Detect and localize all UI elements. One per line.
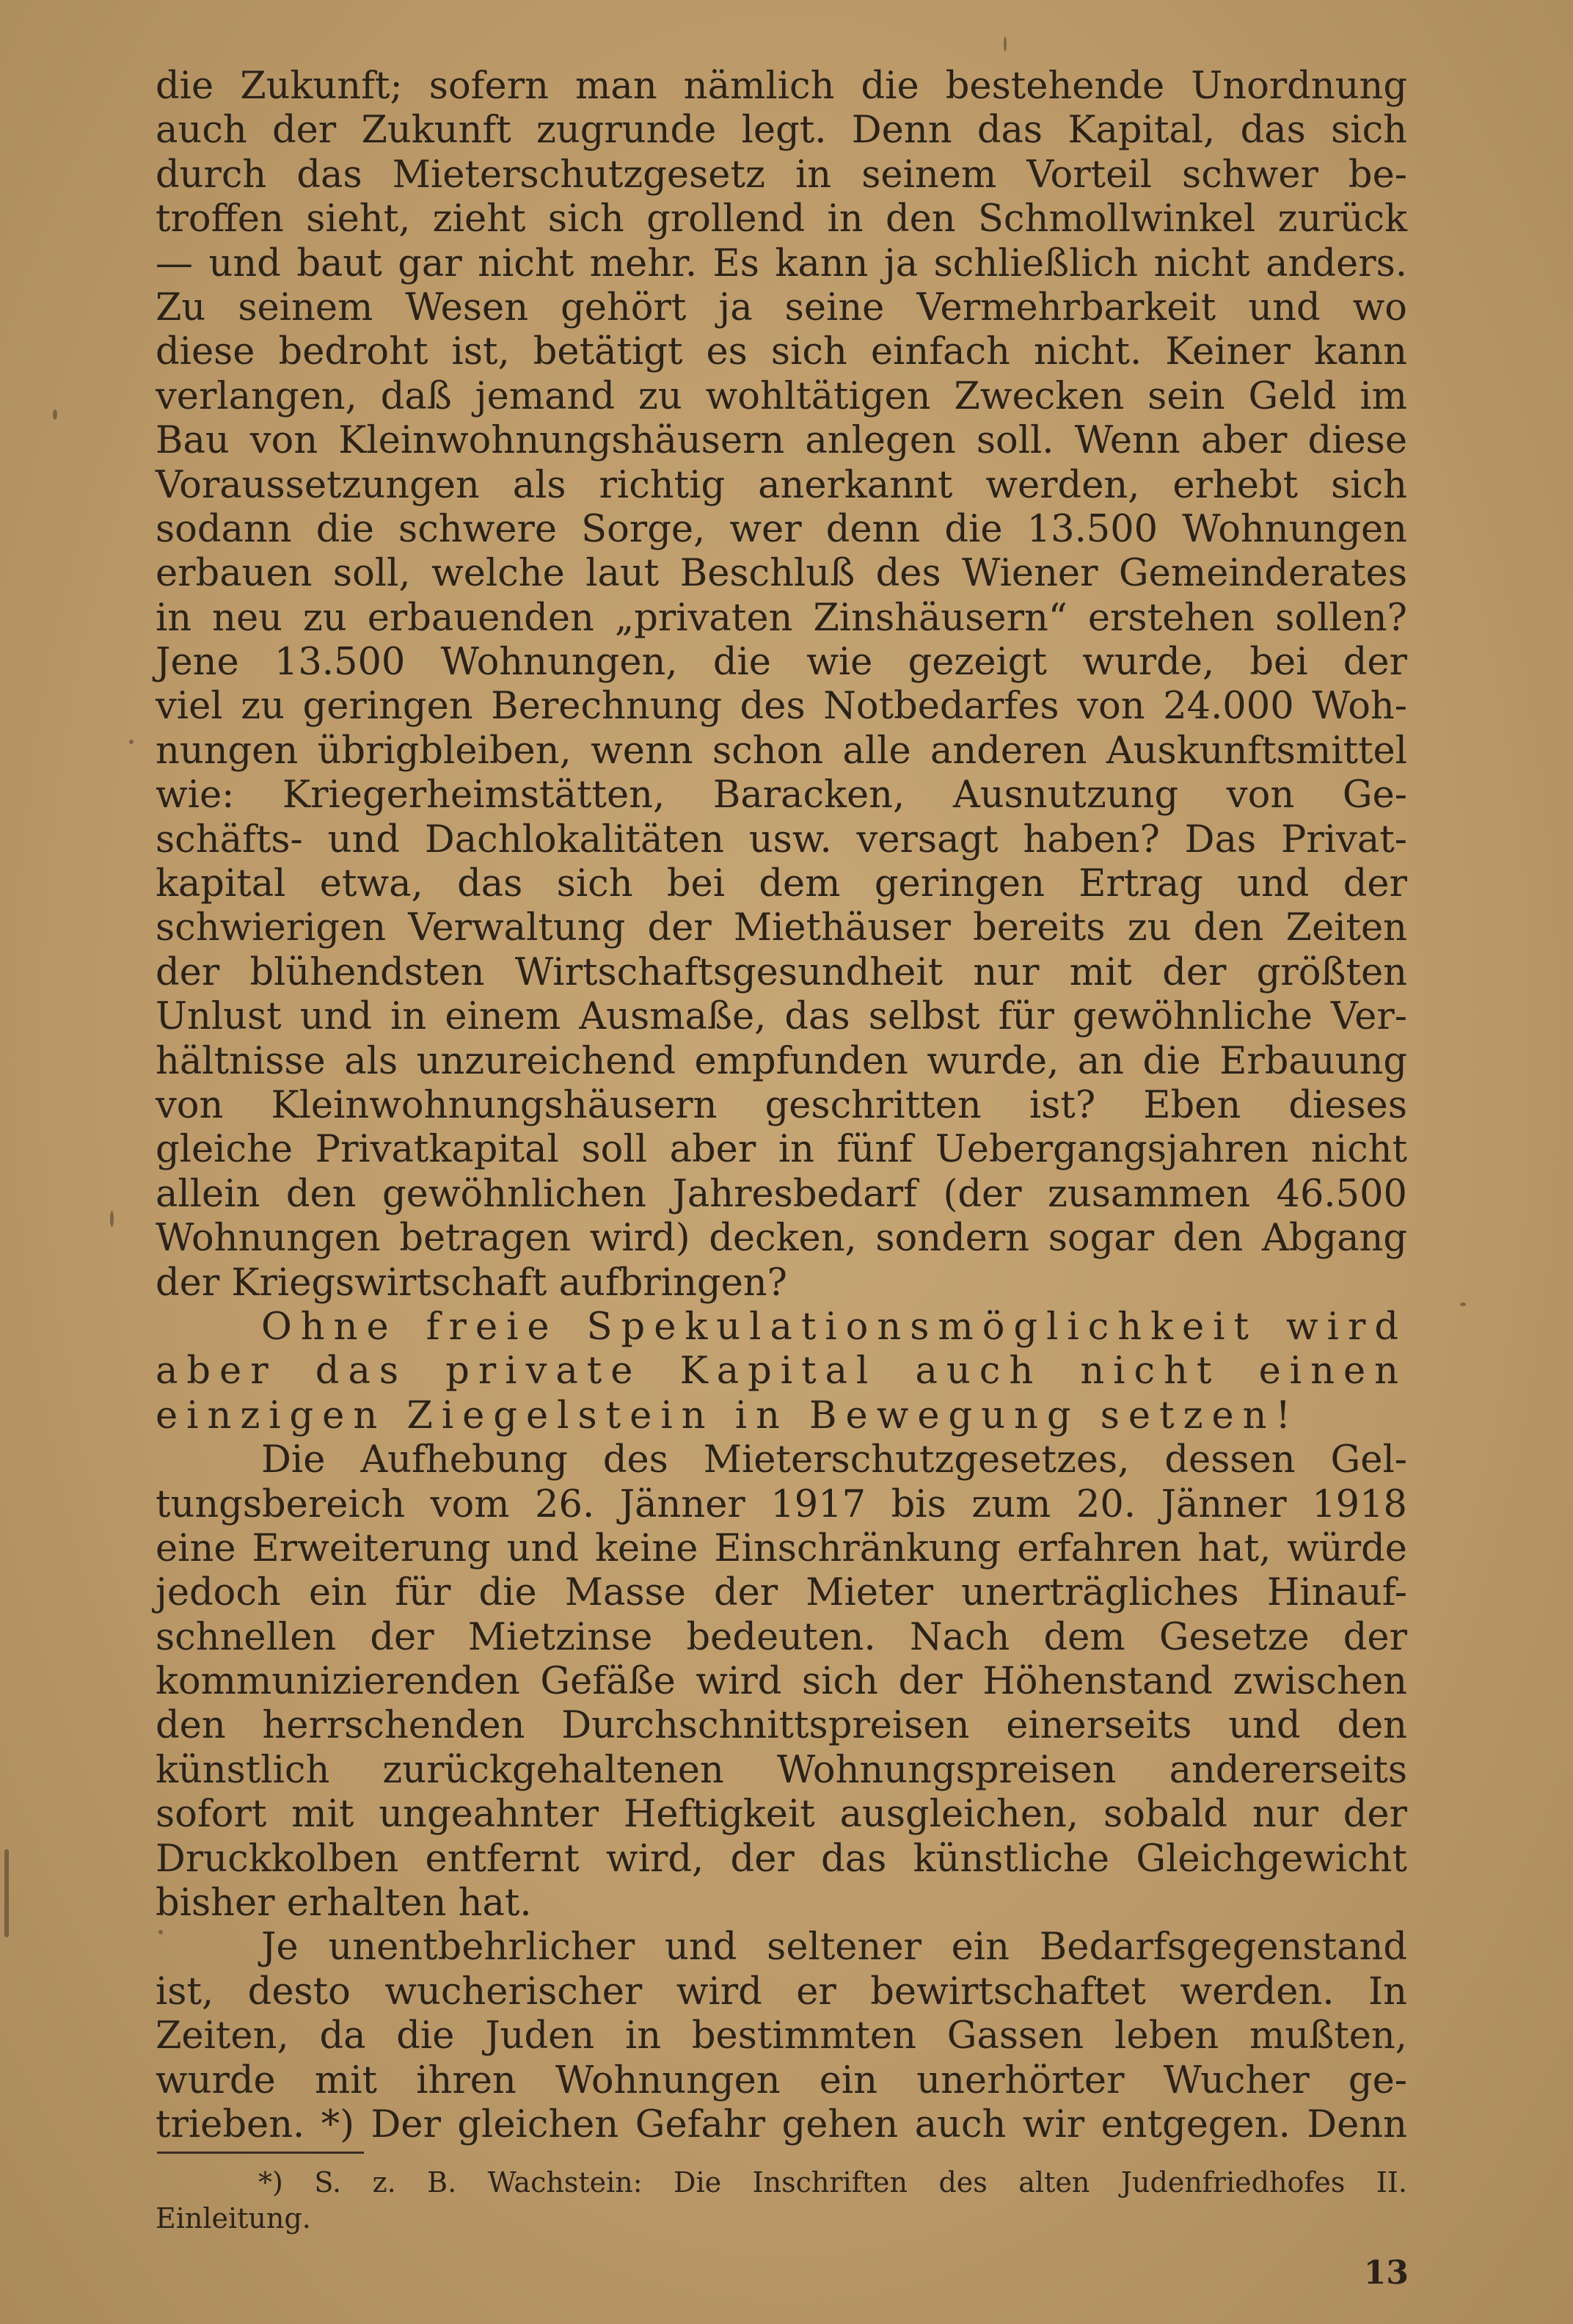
- text-line: Jene 13.500 Wohnungen, die wie gezeigt wurde, bei der: [156, 641, 1407, 685]
- text-line: hältnisse als unzureichend empfunden wurde, an die Erbauung: [156, 1039, 1407, 1083]
- text-line: bisher erhalten hat.: [156, 1882, 532, 1926]
- text-line: — und baut gar nicht mehr. Es kann ja schließlich nicht anders.: [156, 241, 1407, 285]
- text-line: schäfts- und Dachlokalitäten usw. versagt haben? Das Privat-: [156, 817, 1407, 862]
- text-line: einzigen Ziegelstein in Bewegung setzen!: [156, 1394, 1299, 1438]
- text-line: Voraussetzungen als richtig anerkannt werden, erhebt sich: [156, 463, 1407, 507]
- paper-speck: [53, 409, 57, 420]
- text-line: jedoch ein für die Masse der Mieter unerträgliches Hinauf-: [156, 1571, 1407, 1615]
- text-line: Zu seinem Wesen gehört ja seine Vermehrbarkeit und wo: [156, 285, 1407, 329]
- text-line: gleiche Privatkapital soll aber in fünf Uebergangsjahren nicht: [156, 1128, 1407, 1172]
- text-line: nungen übrigbleiben, wenn schon alle anderen Auskunftsmittel: [156, 729, 1407, 773]
- text-line: der blühendsten Wirtschaftsgesundheit nur mit der größten: [156, 950, 1407, 994]
- text-line: kapital etwa, das sich bei dem geringen Ertrag und der: [156, 862, 1407, 906]
- text-line: aber das private Kapital auch nicht einen: [156, 1349, 1407, 1394]
- paper-speck: [129, 740, 134, 744]
- paper-speck: [158, 1930, 163, 1934]
- text-line: diese bedroht ist, betätigt es sich einfach nicht. Keiner kann: [156, 330, 1407, 374]
- body-text: [156, 65, 1407, 2147]
- text-line: von Kleinwohnungshäusern geschritten ist? Eben dieses: [156, 1083, 1407, 1127]
- text-line: tungsbereich vom 26. Jänner 1917 bis zum 20. Jänner 1918: [156, 1482, 1407, 1526]
- text-line: wie: Kriegerheimstätten, Baracken, Ausnutzung von Ge-: [156, 773, 1407, 817]
- footnote-line: *) S. z. B. Wachstein: Die Inschriften des alten Judenfriedhofes II.: [258, 2166, 1407, 2199]
- text-line: sodann die schwere Sorge, wer denn die 13.500 Wohnungen: [156, 507, 1407, 551]
- text-line: schwierigen Verwaltung der Miethäuser bereits zu den Zeiten: [156, 906, 1407, 950]
- paper-speck: [1460, 1303, 1466, 1306]
- text-line: Zeiten, da die Juden in bestimmten Gassen leben mußten,: [156, 2014, 1407, 2058]
- text-line: Die Aufhebung des Mieterschutzgesetzes, dessen Gel-: [261, 1438, 1407, 1482]
- page-number: 13: [1363, 2254, 1409, 2292]
- text-line: Ohne freie Spekulationsmöglichkeit wird: [261, 1305, 1407, 1349]
- text-line: Druckkolben entfernt wird, der das künstliche Gleichgewicht: [156, 1837, 1407, 1881]
- text-line: Unlust und in einem Ausmaße, das selbst für gewöhnliche Ver-: [156, 995, 1407, 1039]
- text-line: schnellen der Mietzinse bedeuten. Nach dem Gesetze der: [156, 1615, 1407, 1659]
- text-line: wurde mit ihren Wohnungen ein unerhörter Wucher ge-: [156, 2058, 1407, 2102]
- text-line: künstlich zurückgehaltenen Wohnungspreisen andererseits: [156, 1748, 1407, 1792]
- text-line: den herrschenden Durchschnittspreisen einerseits und den: [156, 1704, 1407, 1748]
- text-line: verlangen, daß jemand zu wohltätigen Zwecken sein Geld im: [156, 374, 1407, 418]
- text-line: troffen sieht, zieht sich grollend in den Schmollwinkel zurück: [156, 197, 1407, 241]
- paper-speck: [4, 1849, 9, 1937]
- text-line: Wohnungen betragen wird) decken, sondern sogar den Abgang: [156, 1217, 1407, 1261]
- text-line: Je unentbehrlicher und seltener ein Bedarfsgegenstand: [261, 1926, 1407, 1970]
- text-line: in neu zu erbauenden „privaten Zinshäusern“ erstehen sollen?: [156, 596, 1407, 640]
- footnote-rule: [157, 2152, 364, 2154]
- text-line: durch das Mieterschutzgesetz in seinem Vorteil schwer be-: [156, 153, 1407, 197]
- footnote: [156, 2165, 1407, 2237]
- text-line: viel zu geringen Berechnung des Notbedarfes von 24.000 Woh-: [156, 685, 1407, 729]
- text-line: ist, desto wucherischer wird er bewirtschaftet werden. In: [156, 1970, 1407, 2014]
- text-line: kommunizierenden Gefäße wird sich der Höhenstand zwischen: [156, 1660, 1407, 1704]
- text-line: erbauen soll, welche laut Beschluß des Wiener Gemeinderates: [156, 552, 1407, 596]
- text-line: der Kriegswirtschaft aufbringen?: [156, 1261, 787, 1305]
- paper-speck: [1004, 37, 1007, 51]
- text-line: eine Erweiterung und keine Einschränkung erfahren hat, würde: [156, 1526, 1407, 1570]
- text-line: Bau von Kleinwohnungshäusern anlegen soll. Wenn aber diese: [156, 419, 1407, 463]
- text-line: allein den gewöhnlichen Jahresbedarf (der zusammen 46.500: [156, 1172, 1407, 1216]
- text-line: sofort mit ungeahnter Heftigkeit ausgleichen, sobald nur der: [156, 1793, 1407, 1837]
- text-line: die Zukunft; sofern man nämlich die bestehende Unordnung: [156, 65, 1407, 108]
- paper-speck: [110, 1211, 114, 1227]
- footnote-line: Einleitung.: [156, 2202, 311, 2234]
- text-line: auch der Zukunft zugrunde legt. Denn das Kapital, das sich: [156, 109, 1407, 153]
- text-line: trieben. *) Der gleichen Gefahr gehen auch wir entgegen. Denn: [156, 2102, 1407, 2146]
